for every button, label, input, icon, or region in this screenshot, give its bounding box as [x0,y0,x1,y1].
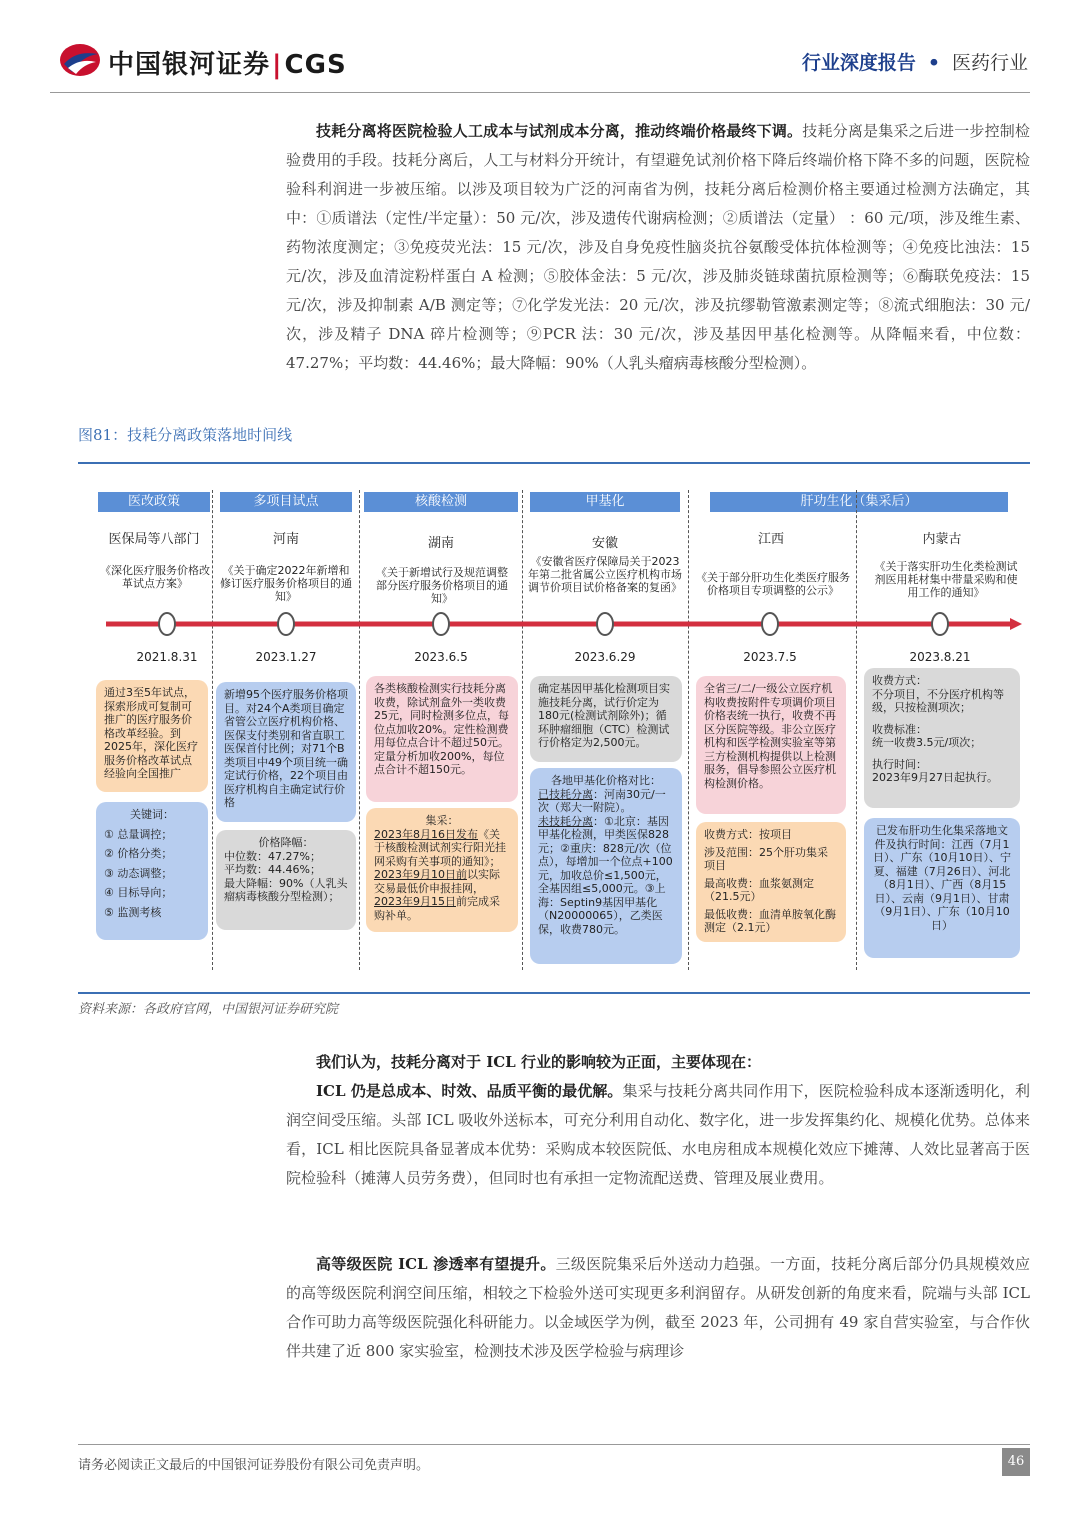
anhui-summary-box: 确定基因甲基化检测项目实施技耗分离，试行价定为180元(检测试剂除外)；循环肿瘤细胞（CTC）检测试行价格定为2,500元。 [530,676,682,762]
footer-disclaimer: 请务必阅读正文最后的中国银河证券股份有限公司免责声明。 [78,1458,430,1473]
date-label: 2023.6.5 [414,650,468,664]
figure-top-rule [78,462,1030,464]
policy-summary-box: 通过3至5年试点，探索形成可复制可推广的医疗服务价格改革经验。到2025年，深化医疗服务价格改革试点经验向全国推广 [96,680,208,792]
paragraph-icl-optimal: ICL 仍是总成本、时效、品质平衡的最优解。集采与技耗分离共同作用下，医院检验科成本逐渐透明化，利润空间受压缩。头部 ICL 吸收外送标本，可充分利用自动化、数字化，进一步发挥集约化、规模化优势。总体来看，ICL 相比医院具备显著成本优势：采购成本较医院低、水电房租成本规模化效应下摊薄、人效比显著高于医院检验科（摊薄人员劳务费），但同时也有承担一定物流配送费、管理及展业费用。 [286,1082,1030,1187]
category-label: 肝功生化（集采后） [710,492,1008,512]
hunan-summary-box: 各类核酸检测实行技耗分离收费，除试剂盒外一类收费25元，同时检测多位点，每位点加收20%。定性检测费用每位点合计不超过50元。定量分析加收200%，每位点合计不超150元。 [366,676,518,802]
procurement-text: 2023年8月16日发布《关于核酸检测试剂实行阳光挂网采购有关事项的通知》；2023年9月10日前以实际交易最低价申报挂网，2023年9月15日前完成采购补单。 [374,827,506,922]
date-label: 2023.6.29 [574,650,636,664]
im-line: 收费方式： [872,674,927,687]
date-label: 2023.8.21 [909,650,971,664]
procurement-box [366,808,518,932]
place-label: 安徽 [591,536,618,551]
category-label: 核酸检测 [364,492,518,512]
cgs-logo-icon [58,42,102,78]
fee-line: 最低收费：血清单胺氧化酶测定（2.1元） [704,907,836,934]
keyword-item: ④ 目标导向； [104,886,173,899]
price-drop-box [216,830,356,930]
im-line: 收费标准： [872,722,927,736]
methylation-text: 已技耗分离：河南30元/一次（郑大一附院）。 未技耗分离：①北京：基因甲基化检测，甲类医保828元；②重庆：828元/次（位点），每增加一个位点+100元，加收总价≤1,500元，全基因组≤5,000元。③上海：Septin9基因甲基化（N20000065），乙类医保，收费780元。 [538,787,673,936]
header-divider [50,92,1030,93]
jiangxi-fee-box [696,822,846,942]
price-drop-line: 最大降幅：90%（人乳头瘤病毒核酸分型检测）； [224,876,348,903]
place-label: 河南 [272,532,299,547]
liver-procurement-box: 已发布肝功生化集采落地文件及执行时间：江西（7月1日）、广东（10月10日）、宁夏、福建（7月26日）、河北（8月1日）、广西（8月15日）、云南（9月1日）、甘肃（9月1日）、广东（10月10日） [864,818,1020,958]
figure-source: 资料来源：各政府官网，中国银河证券研究院 [78,1002,339,1017]
place-label: 内蒙古 [922,532,962,547]
place-label: 医保局等八部门 [108,532,200,547]
place-label: 湖南 [427,536,454,551]
place-label: 江西 [757,532,784,547]
im-line: 不分项目，不分医疗机构等级，只按检测项次； [872,687,1004,714]
page-header [0,0,1080,96]
paragraph-icl-impact: 我们认为，技耗分离对于 ICL 行业的影响较为正面，主要体现在： [316,1053,761,1071]
policy-doc: 《关于确定2022年新增和修订医疗服务价格项目的通知》 [220,564,352,603]
separator [359,490,360,970]
fee-line: 收费方式：按项目 [704,828,792,841]
category-label: 甲基化 [530,492,680,512]
im-line: 2023年9月27日起执行。 [872,771,998,784]
timeline-arrow [100,608,1025,642]
figure-bottom-rule [78,992,1030,994]
separator [522,490,523,970]
separator [856,490,857,970]
fee-line: 最高收费：血浆氨测定（21.5元） [704,876,814,903]
footer-divider [78,1444,1030,1445]
keyword-item: ② 价格分类； [104,847,173,860]
fee-line: 涉及范围：25个肝功集采项目 [704,845,828,872]
methylation-price-box [530,768,682,964]
brand-name: 中国银河证券|CGS [108,50,347,80]
policy-doc: 《深化医疗服务价格改革试点方案》 [100,564,210,590]
report-type: 行业深度报告 • 医药行业 [801,52,1028,74]
page-number: 46 [1002,1448,1030,1476]
separator [212,490,213,970]
price-drop-title: 价格降幅： [258,836,314,849]
policy-doc: 《关于新增试行及规范调整部分医疗服务价格项目的通知》 [376,566,508,605]
date-label: 2021.8.31 [136,650,198,664]
keywords-box [96,802,208,940]
category-label: 医改政策 [98,492,210,512]
figure-title: 图81：技耗分离政策落地时间线 [78,426,293,444]
im-line: 执行时间： [872,757,927,771]
paragraph-high-tier-hospital: 高等级医院 ICL 渗透率有望提升。三级医院集采后外送动力趋强。一方面，技耗分离后部分仍具规模效应的高等级医院利润空间压缩，相较之下检验外送可实现更多利润留存。从研发创新的角度来看，院端与头部 ICL 合作可助力高等级医院强化科研能力。以金域医学为例，截至 2023 年，公司拥有 49 家自营实验室，与合作伙伴共建了近 800 家实验室，检测技术涉及医学检验与病理诊 [286,1255,1030,1360]
policy-doc: 《关于落实肝功生化类检测试剂医用耗材集中带量采购和使用工作的通知》 [874,560,1018,599]
price-drop-line: 中位数：47.27%； [224,849,321,863]
henan-summary-box: 新增95个医疗服务价格项目。对24个A类项目确定省管公立医疗机构价格、医保支付类别和省直职工医保首付比例；对71个B类项目中49个项目统一确定试行价格，22个项目由医疗机构自主确定试行价格 [216,682,356,822]
keyword-item: ③ 动态调整； [104,866,173,880]
keyword-item: ① 总量调控； [104,827,173,841]
procurement-title: 集采： [425,814,459,827]
date-label: 2023.1.27 [255,650,317,664]
methylation-title: 各地甲基化价格对比： [551,774,661,787]
keywords-title: 关键词： [130,808,174,821]
separator [688,490,689,970]
keyword-item: ⑤ 监测考核 [104,905,162,919]
inner-mongolia-summary-box [864,668,1020,808]
policy-doc: 《安徽省医疗保障局关于2023年第二批省属公立医疗机构市场调节价项目试价格备案的复函》 [528,555,682,594]
im-line: 统一收费3.5元/项次； [872,736,982,749]
jiangxi-summary-box: 全省三/二/一级公立医疗机构收费按附件专项调价项目价格表统一执行，收费不再区分医院等级。非公立医疗机构和医学检测实验室等第三方检测机构提供以上检测服务，倡导参照公立医疗机构检测价格。 [696,676,846,814]
category-label: 多项目试点 [220,492,352,512]
paragraph-tech-cost-separation: 技耗分离将医院检验人工成本与试剂成本分离，推动终端价格最终下调。技耗分离是集采之后进一步控制检验费用的手段。技耗分离后，人工与材料分开统计，有望避免试剂价格下降后终端价格下降不多的问题，医院检验科利润进一步被压缩。以涉及项目较为广泛的河南省为例，技耗分离后检测价格主要通过检测方法确定，其中：①质谱法（定性/半定量）：50 元/次，涉及遗传代谢病检测；②质谱法（定量） ：60 元/项，涉及维生素、药物浓度测定；③免疫荧光法：15 元/次，涉及自身免疫性脑炎抗谷氨酸受体抗体检测等；④免疫比浊法：15 元/次，涉及血清淀粉样蛋白 A 检测；⑤胶体金法：5 元/次，涉及肺炎链球菌抗原检测等；⑥酶联免疫法：15 元/次，涉及抑制素 A/B 测定等；⑦化学发光法：20 元/次，涉及抗缪勒管激素测定等；⑧流式细胞法：30 元/次，涉及精子 DNA 碎片检测等；⑨PCR 法：30 元/次，涉及基因甲基化检测等。从降幅来看，中位数：47.27%；平均数：44.46%；最大降幅：90%（人乳头瘤病毒核酸分型检测）。 [286,122,1030,372]
policy-doc: 《关于部分肝功生化类医疗服务价格项目专项调整的公示》 [696,571,850,597]
date-label: 2023.7.5 [743,650,797,664]
price-drop-line: 平均数：44.46%； [224,863,321,876]
